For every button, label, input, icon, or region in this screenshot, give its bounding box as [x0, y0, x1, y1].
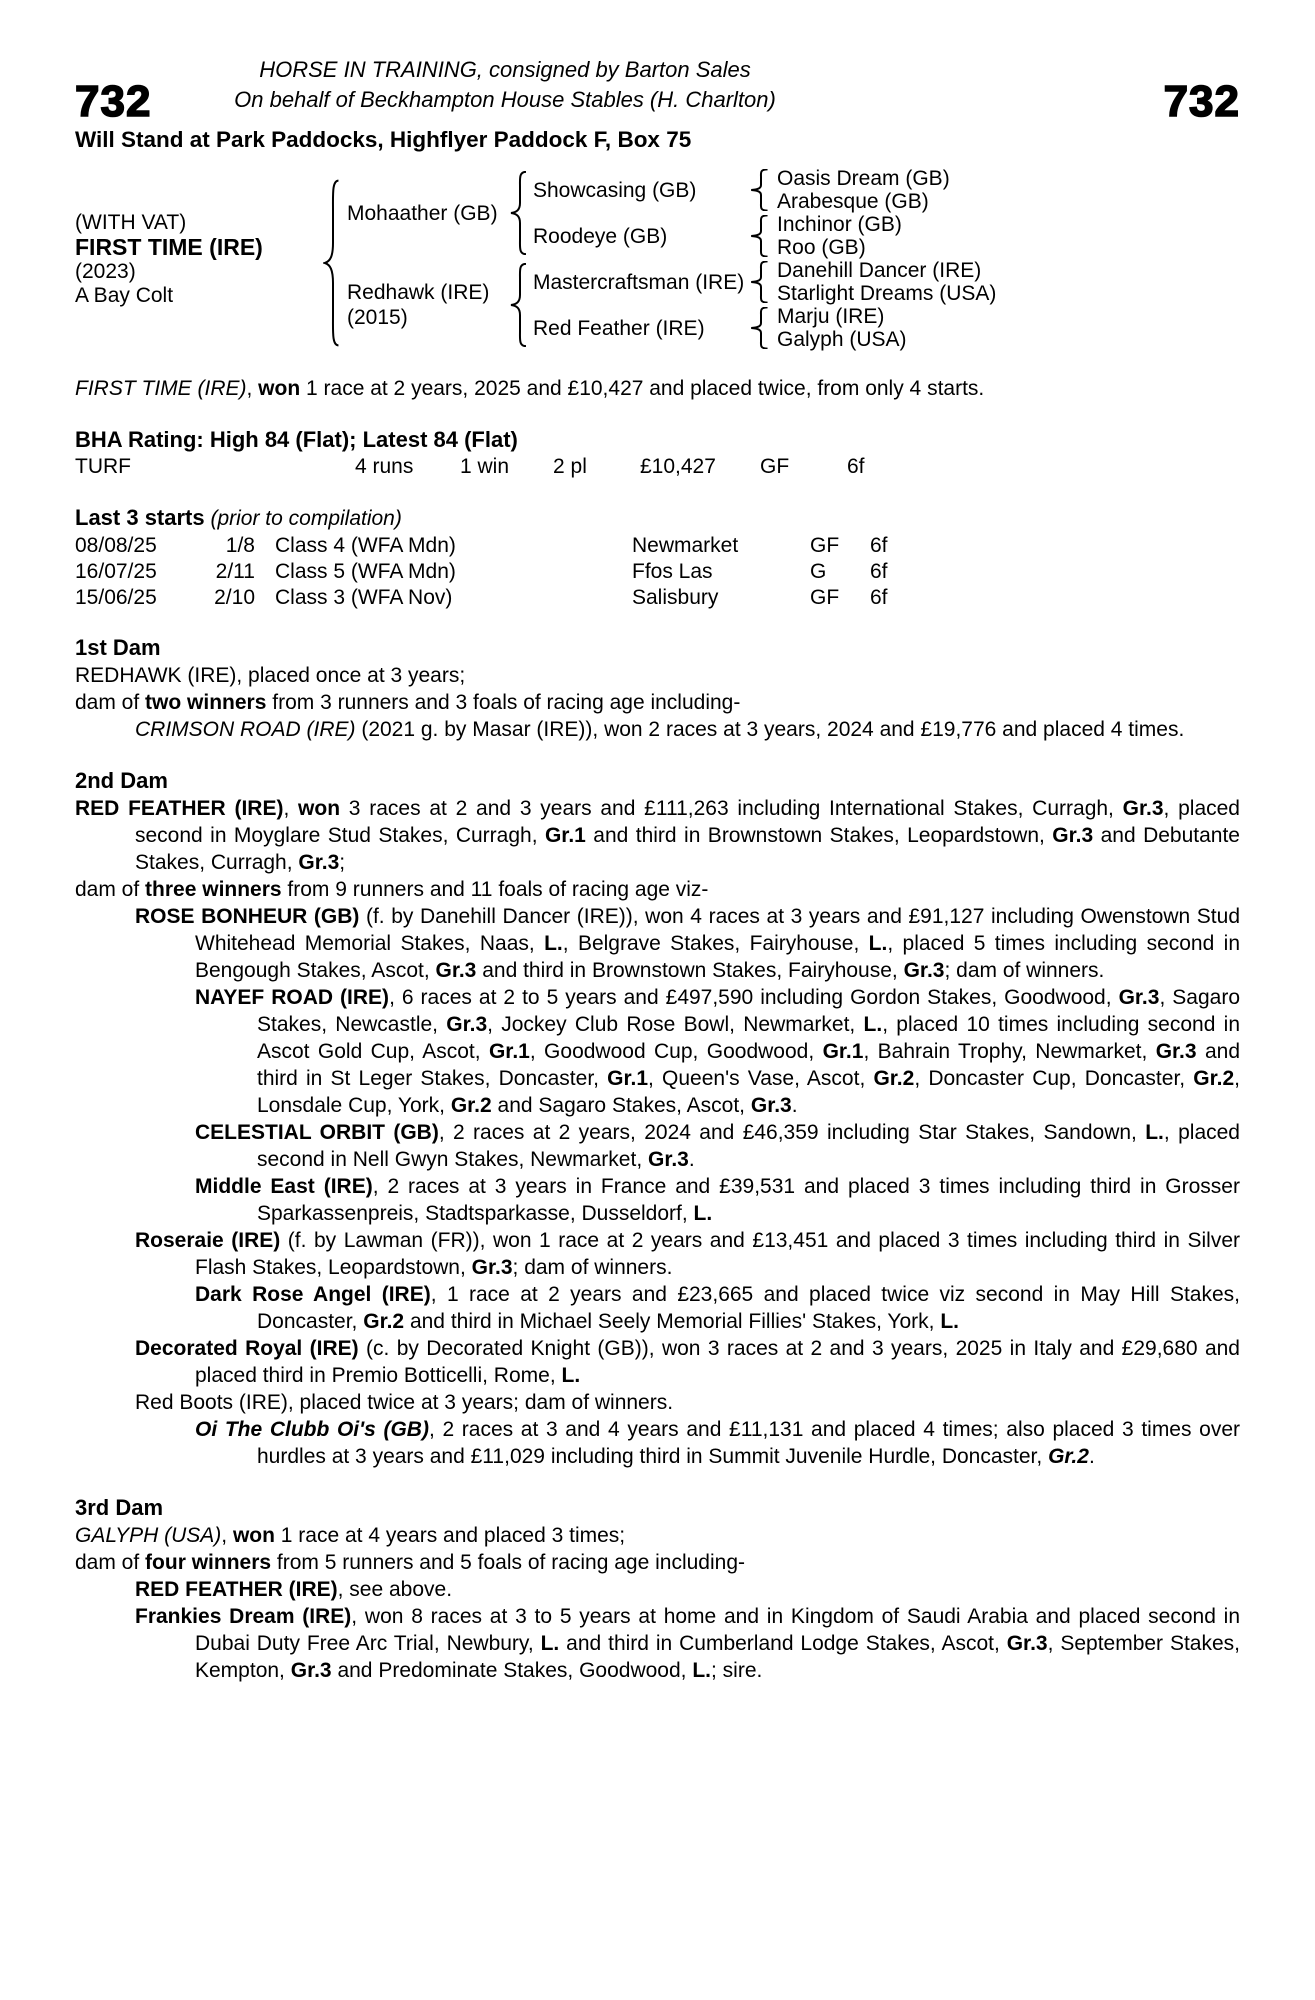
text-segment: L. — [863, 1013, 883, 1036]
text-segment: , 2 races at 2 years, 2024 and £46,359 including Star Stakes, Sandown, — [438, 1121, 1146, 1144]
text-segment: Gr.3 — [1118, 986, 1160, 1009]
start-class: Class 3 (WFA Nov) — [275, 586, 453, 609]
text-segment: , placed 5 times including second in Bengough Stakes, Ascot, — [195, 932, 1240, 982]
start-going: GF — [810, 534, 840, 557]
text-segment: L. — [868, 932, 888, 955]
text-segment: Gr.3 — [446, 1013, 488, 1036]
text-segment: Gr.3 — [1052, 824, 1094, 847]
text-segment: (f. by Lawman (FR)), won 1 race at 2 years and £13,451 and placed 3 times including third in Silver Flash Stakes, Leopardstown, — [195, 1229, 1240, 1279]
dam-name: Redhawk (IRE) — [347, 281, 490, 304]
turf-statistics-row — [75, 453, 1240, 480]
text-segment: ROSE BONHEUR (GB) — [135, 905, 360, 928]
going-abbrev: GF — [760, 455, 790, 478]
start-going: GF — [810, 586, 840, 609]
text-segment: won — [258, 377, 301, 400]
great-grandparent-name: Marju (IRE) — [777, 305, 885, 328]
produce-entry — [75, 1335, 1240, 1389]
text-segment: L. — [940, 1310, 960, 1333]
pedigree-brace-main — [317, 167, 347, 351]
section-heading: 2nd Dam — [75, 768, 168, 793]
text-segment: dam of — [75, 878, 146, 901]
first-dam-section — [75, 634, 1240, 743]
text-segment: Gr.3 — [903, 959, 945, 982]
start-class: Class 4 (WFA Mdn) — [275, 534, 456, 557]
text-segment: Gr.1 — [488, 1040, 530, 1063]
text-segment: , placed second in Nell Gwyn Stakes, Newmarket, — [257, 1121, 1240, 1171]
produce-entry — [75, 1173, 1240, 1227]
start-position: 1/8 — [225, 534, 255, 557]
text-segment: RED FEATHER (IRE) — [75, 797, 284, 820]
text-segment: and Debutante Stakes, Curragh, — [135, 824, 1240, 874]
dam-record-paragraph — [75, 662, 1240, 689]
text-segment: four winners — [145, 1551, 272, 1574]
text-segment: 3 races at 2 and 3 years and £111,263 including International Stakes, Curragh, — [340, 797, 1123, 820]
produce-entry — [75, 1603, 1240, 1684]
text-segment: Gr.3 — [290, 1659, 332, 1682]
text-segment: L. — [693, 1202, 713, 1225]
text-segment: L. — [692, 1659, 712, 1682]
on-behalf-line: On behalf of Beckhampton House Stables (H. Charlton) — [234, 87, 776, 112]
text-segment: Frankies Dream (IRE) — [135, 1605, 352, 1628]
text-segment: Gr.3 — [435, 959, 477, 982]
pedigree-brace-gen4 — [749, 213, 773, 259]
great-grandparent-name: Danehill Dancer (IRE) — [777, 259, 982, 282]
pedigree-brace-gen4 — [749, 305, 773, 351]
text-segment: Middle East (IRE) — [195, 1175, 373, 1198]
start-position: 2/11 — [215, 560, 255, 583]
produce-intro-paragraph — [75, 689, 1240, 716]
text-segment: , — [283, 797, 299, 820]
start-distance: 6f — [870, 586, 888, 609]
great-grandparent-name: Oasis Dream (GB) — [777, 167, 950, 190]
second-dam-section — [75, 767, 1240, 1470]
text-segment: , Jockey Club Rose Bowl, Newmarket, — [487, 1013, 864, 1036]
text-segment: and Predominate Stakes, Goodwood, — [331, 1659, 693, 1682]
text-segment: RED FEATHER (IRE) — [135, 1578, 338, 1601]
text-segment: , 6 races at 2 to 5 years and £497,590 including Gordon Stakes, Goodwood, — [389, 986, 1119, 1009]
great-grandparent-name: Starlight Dreams (USA) — [777, 282, 997, 305]
text-segment: CELESTIAL ORBIT (GB) — [195, 1121, 439, 1144]
text-segment: Gr.2 — [450, 1094, 492, 1117]
dam-record-paragraph — [75, 795, 1240, 876]
surface-label: TURF — [75, 455, 131, 478]
text-segment: CRIMSON ROAD (IRE) — [135, 718, 356, 741]
text-segment: 1 race at 4 years and placed 3 times; — [274, 1524, 626, 1547]
sire-name: Mohaather (GB) — [347, 201, 498, 225]
section-heading: 3rd Dam — [75, 1495, 164, 1520]
text-segment: (f. by Danehill Dancer (IRE)), won 4 races at 3 years and £91,127 including Owenstown Stud Whitehead Memorial Stakes, Naas, — [195, 905, 1240, 955]
text-segment: , placed 10 times including second in Ascot Gold Cup, Ascot, — [257, 1013, 1240, 1063]
pedigree-brace-gen4 — [749, 167, 773, 213]
text-segment: and third in Cumberland Lodge Stakes, Ascot, — [559, 1632, 1007, 1655]
dam-block — [347, 259, 507, 351]
horse-description: A Bay Colt — [75, 283, 174, 307]
start-distance: 6f — [870, 534, 888, 557]
start-class: Class 5 (WFA Mdn) — [275, 560, 456, 583]
granddam-name: Red Feather (IRE) — [533, 316, 705, 340]
great-grandparent-name: Inchinor (GB) — [777, 213, 902, 236]
horse-name: FIRST TIME (IRE) — [75, 233, 263, 260]
dam-year: (2015) — [347, 306, 408, 329]
start-distance: 6f — [870, 560, 888, 583]
start-date: 08/08/25 — [75, 534, 157, 557]
text-segment: , won 8 races at 3 to 5 years at home and in Kingdom of Saudi Arabia and placed second in Dubai Duty Free Arc Trial, Newbury, — [195, 1605, 1240, 1655]
text-segment: dam of — [75, 691, 146, 714]
text-segment: won — [232, 1524, 275, 1547]
start-position: 2/10 — [214, 586, 255, 609]
text-segment: dam of — [75, 1551, 146, 1574]
text-segment: Gr.3 — [471, 1256, 513, 1279]
pedigree-brace-gen4 — [749, 259, 773, 305]
text-segment: L. — [1145, 1121, 1164, 1144]
text-segment: and Sagaro Stakes, Ascot, — [491, 1094, 751, 1117]
start-row — [75, 584, 1240, 610]
text-segment: , Goodwood Cup, Goodwood, — [529, 1040, 823, 1063]
produce-entry — [75, 1281, 1240, 1335]
text-segment: from 3 runners and 3 foals of racing age including- — [266, 691, 741, 714]
granddam-name: Roodeye (GB) — [533, 224, 668, 248]
text-segment: , Lonsdale Cup, York, — [257, 1067, 1240, 1117]
text-segment: Gr.1 — [544, 824, 586, 847]
produce-entry — [75, 1576, 1240, 1603]
great-grandparent-name: Roo (GB) — [777, 236, 866, 259]
great-grandparent-name: Arabesque (GB) — [777, 190, 929, 213]
distance-value: 6f — [847, 455, 865, 478]
text-segment: (c. by Decorated Knight (GB)), won 3 races at 2 and 3 years, 2025 in Italy and £29,680 and placed third in Premio Botticelli, Rome, — [195, 1337, 1240, 1387]
text-segment: , 2 races at 3 years in France and £39,531 and placed 3 times including third in Grosser Sparkassenpreis, Stadtsparkasse, Dusseldorf, — [257, 1175, 1240, 1225]
text-segment: FIRST TIME (IRE) — [75, 377, 247, 400]
text-segment: . — [791, 1094, 798, 1117]
produce-entry — [75, 1227, 1240, 1281]
start-venue: Salisbury — [632, 586, 719, 609]
text-segment: three winners — [145, 878, 282, 901]
text-segment: , Queen's Vase, Ascot, — [648, 1067, 874, 1090]
text-segment: Gr.3 — [1006, 1632, 1048, 1655]
text-segment: Gr.2 — [363, 1310, 405, 1333]
pedigree-brace-dam — [507, 259, 533, 351]
text-segment: Gr.1 — [607, 1067, 649, 1090]
text-segment: , Bahrain Trophy, Newmarket, — [863, 1040, 1156, 1063]
text-segment: and third in Brownstown Stakes, Fairyhouse, — [476, 959, 904, 982]
wins-count: 1 win — [460, 455, 510, 478]
start-date: 16/07/25 — [75, 560, 157, 583]
great-grandparent-name: Galyph (USA) — [777, 328, 907, 351]
text-segment: , see above. — [337, 1578, 453, 1601]
text-segment: and third in Brownstown Stakes, Leopardstown, — [585, 824, 1053, 847]
page-header — [75, 56, 1240, 126]
text-segment: (2021 g. by Masar (IRE)), won 2 races at 3 years, 2024 and £19,776 and placed 4 times. — [355, 718, 1185, 741]
text-segment: L. — [540, 1632, 560, 1655]
text-segment: ; dam of winners. — [944, 959, 1105, 982]
text-segment: , — [221, 1524, 233, 1547]
produce-entry — [75, 903, 1240, 984]
lot-number-right: 732 — [1163, 77, 1240, 126]
text-segment: Roseraie (IRE) — [135, 1229, 281, 1252]
grandsire-name: Showcasing (GB) — [533, 178, 697, 202]
text-segment: and third in Michael Seely Memorial Fillies' Stakes, York, — [404, 1310, 941, 1333]
text-segment: , 1 race at 2 years and £23,665 and placed twice viz second in May Hill Stakes, Doncaster, — [257, 1283, 1240, 1333]
text-segment: NAYEF ROAD (IRE) — [195, 986, 390, 1009]
text-segment: and third in St Leger Stakes, Doncaster, — [257, 1040, 1240, 1090]
produce-entry — [75, 716, 1240, 743]
placings-count: 2 pl — [553, 455, 587, 478]
start-venue: Newmarket — [632, 534, 739, 557]
lot-number-left: 732 — [75, 77, 152, 126]
dam-record-paragraph — [75, 1522, 1240, 1549]
race-record-summary — [75, 375, 1240, 402]
text-segment: Gr.2 — [1048, 1445, 1089, 1468]
produce-entry — [75, 1389, 1240, 1416]
produce-intro-paragraph — [75, 1549, 1240, 1576]
text-segment: Dark Rose Angel (IRE) — [195, 1283, 431, 1306]
start-venue: Ffos Las — [632, 560, 713, 583]
vat-note: (WITH VAT) — [75, 210, 187, 234]
last-starts-header — [75, 504, 1240, 532]
consignment-line: HORSE IN TRAINING, consigned by Barton Sales — [259, 57, 751, 82]
produce-entry — [75, 984, 1240, 1119]
text-segment: Gr.2 — [1193, 1067, 1235, 1090]
text-segment: ; dam of winners. — [512, 1256, 673, 1279]
text-segment: Gr.1 — [822, 1040, 864, 1063]
produce-entry — [75, 1119, 1240, 1173]
text-segment: ; sire. — [711, 1659, 763, 1682]
grandsire-name: Mastercraftsman (IRE) — [533, 270, 745, 294]
pedigree-table — [75, 167, 1240, 351]
foaling-year: (2023) — [75, 259, 136, 283]
last-starts-title: Last 3 starts — [75, 505, 205, 530]
text-segment: , September Stakes, Kempton, — [195, 1632, 1240, 1682]
text-segment: , Sagaro Stakes, Newcastle, — [257, 986, 1240, 1036]
pedigree-brace-sire — [507, 167, 533, 259]
produce-intro-paragraph — [75, 876, 1240, 903]
text-segment: Gr.3 — [750, 1094, 792, 1117]
text-segment: , — [246, 377, 259, 400]
text-segment: ; — [339, 851, 346, 874]
text-segment: GALYPH (USA) — [75, 1524, 222, 1547]
text-segment: Red Boots (IRE), placed twice at 3 years; dam of winners. — [135, 1391, 674, 1414]
text-segment: L. — [544, 932, 563, 955]
start-row — [75, 558, 1240, 584]
text-segment: . — [688, 1148, 695, 1171]
text-segment: REDHAWK (IRE), placed once at 3 years; — [75, 664, 466, 687]
last-starts-subtitle: (prior to compilation) — [204, 507, 402, 530]
text-segment: , 2 races at 3 and 4 years and £11,131 and placed 4 times; also placed 3 times over hurdles at 3 years and £11,029 including third in Summit Juvenile Hurdle, Doncaster, — [257, 1418, 1240, 1468]
text-segment: 1 race at 2 years, 2025 and £10,427 and placed twice, from only 4 starts. — [300, 377, 985, 400]
produce-entry — [75, 1416, 1240, 1470]
horse-info-block — [75, 167, 317, 351]
text-segment: won — [298, 797, 341, 820]
text-segment: two winners — [145, 691, 267, 714]
bha-rating-line: BHA Rating: High 84 (Flat); Latest 84 (Flat) — [75, 427, 518, 452]
text-segment: Gr.3 — [298, 851, 340, 874]
text-segment: from 9 runners and 11 foals of racing age viz- — [281, 878, 709, 901]
earnings-value: £10,427 — [640, 455, 716, 478]
text-segment: from 5 runners and 5 foals of racing age including- — [271, 1551, 745, 1574]
text-segment: , placed second in Moyglare Stud Stakes, Curragh, — [135, 797, 1240, 847]
text-segment: Decorated Royal (IRE) — [135, 1337, 359, 1360]
text-segment: Gr.2 — [873, 1067, 915, 1090]
text-segment: , Doncaster Cup, Doncaster, — [914, 1067, 1194, 1090]
text-segment: Gr.3 — [1122, 797, 1164, 820]
text-segment: L. — [561, 1364, 581, 1387]
runs-count: 4 runs — [355, 455, 414, 478]
text-segment: Gr.3 — [647, 1148, 689, 1171]
stand-location-line: Will Stand at Park Paddocks, Highflyer Paddock F, Box 75 — [75, 127, 692, 152]
text-segment: Gr.3 — [1155, 1040, 1197, 1063]
text-segment: Oi The Clubb Oi's (GB) — [195, 1418, 429, 1441]
text-segment: , Belgrave Stakes, Fairyhouse, — [562, 932, 869, 955]
section-heading: 1st Dam — [75, 635, 161, 660]
start-going: G — [810, 560, 827, 583]
start-row — [75, 532, 1240, 558]
start-date: 15/06/25 — [75, 586, 157, 609]
text-segment: . — [1088, 1445, 1095, 1468]
third-dam-section — [75, 1494, 1240, 1684]
